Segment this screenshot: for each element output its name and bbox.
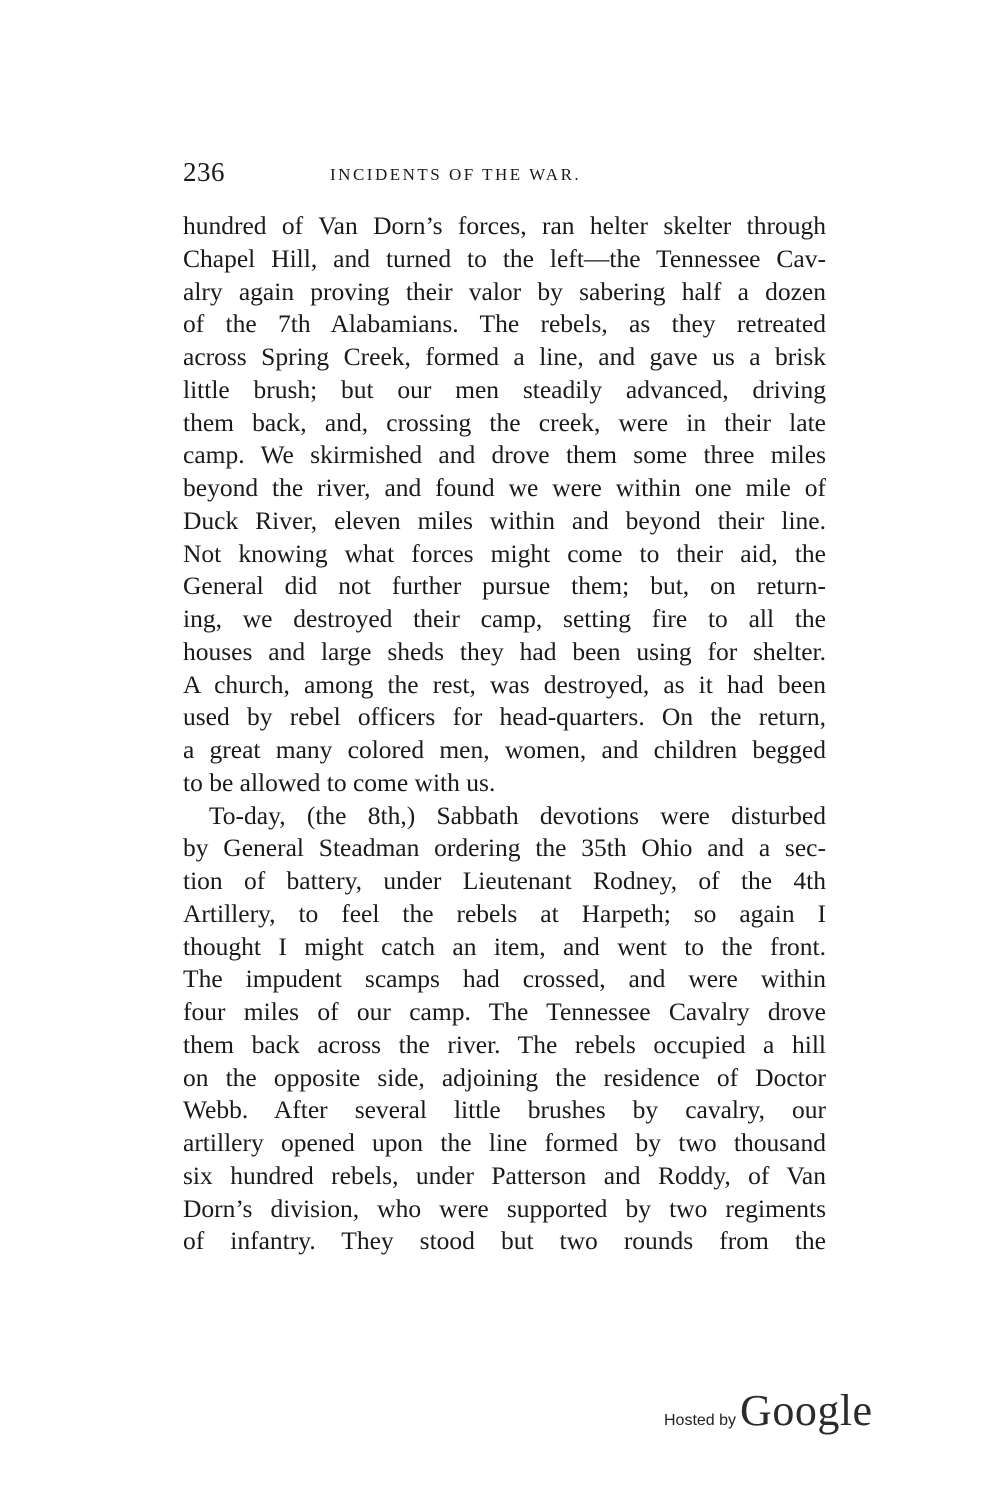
google-wordmark: Google xyxy=(740,1386,873,1435)
text-line: on the opposite side, adjoining the residence of Doctor xyxy=(183,1062,826,1092)
text-line: of infantry. They stood but two rounds from the xyxy=(183,1226,826,1256)
text-line: To-day, (the 8th,) Sabbath devotions were disturbed xyxy=(209,800,826,830)
text-line: alry again proving their valor by sabering half a dozen xyxy=(183,276,826,306)
text-line: of the 7th Alabamians. The rebels, as they retreated xyxy=(183,309,826,339)
text-line: The impudent scamps had crossed, and were within xyxy=(183,964,826,994)
hosted-by-google-watermark xyxy=(664,1385,873,1435)
text-line: Artillery, to feel the rebels at Harpeth; so again I xyxy=(183,898,826,928)
body-text xyxy=(183,210,826,1258)
page-number: 236 xyxy=(183,157,225,187)
text-line: beyond the river, and found we were within one mile of xyxy=(183,473,826,502)
text-line: a great many colored men, women, and children begged xyxy=(183,735,826,764)
text-line: Dorn’s division, who were supported by two regiments xyxy=(183,1193,826,1223)
text-line: houses and large sheds they had been using for shelter. xyxy=(183,636,826,666)
text-line: them back across the river. The rebels occupied a hill xyxy=(183,1029,826,1059)
text-line: tion of battery, under Lieutenant Rodney, of the 4th xyxy=(183,866,826,895)
text-line: Chapel Hill, and turned to the left—the Tennessee Cav- xyxy=(183,243,826,273)
text-line: ing, we destroyed their camp, setting fire to all the xyxy=(183,604,826,633)
text-line: four miles of our camp. The Tennessee Cavalry drove xyxy=(183,997,826,1026)
running-head: INCIDENTS OF THE WAR. xyxy=(330,165,582,184)
text-line: six hundred rebels, under Patterson and Roddy, of Van xyxy=(183,1160,826,1190)
text-line: Not knowing what forces might come to their aid, the xyxy=(183,538,826,568)
text-line: General did not further pursue them; but, on return- xyxy=(183,571,826,601)
text-line: artillery opened upon the line formed by two thousand xyxy=(183,1128,826,1157)
text-line: them back, and, crossing the creek, were in their late xyxy=(183,407,826,437)
text-line: across Spring Creek, formed a line, and gave us a brisk xyxy=(183,342,826,371)
text-line: A church, among the rest, was destroyed, as it had been xyxy=(183,669,826,699)
text-line: by General Steadman ordering the 35th Ohio and a sec- xyxy=(183,833,826,863)
text-line: hundred of Van Dorn’s forces, ran helter skelter through xyxy=(183,211,826,240)
text-line: thought I might catch an item, and went to the front. xyxy=(183,931,826,961)
text-line: Webb. After several little brushes by cavalry, our xyxy=(183,1095,826,1125)
text-line: Duck River, eleven miles within and beyond their line. xyxy=(183,505,826,535)
text-line: camp. We skirmished and drove them some three miles xyxy=(183,440,826,470)
text-line: to be allowed to come with us. xyxy=(183,767,496,797)
hosted-by-label: Hosted by xyxy=(664,1412,737,1429)
text-line: used by rebel officers for head-quarters. On the return, xyxy=(183,702,826,732)
text-line: little brush; but our men steadily advanced, driving xyxy=(183,374,826,404)
